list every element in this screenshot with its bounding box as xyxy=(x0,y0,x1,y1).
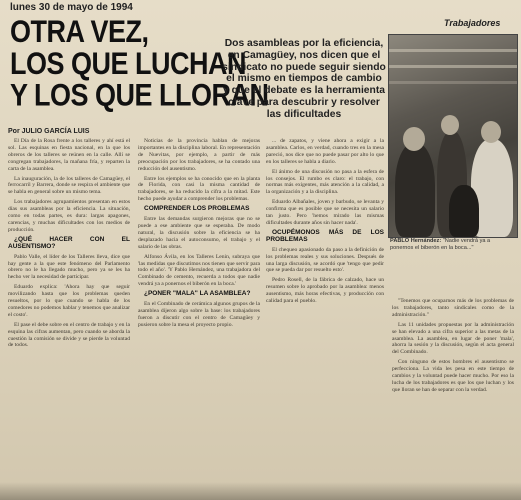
headline-line-2: LOS QUE LUCHAN xyxy=(10,45,246,81)
subheading: COMPRENDER LOS PROBLEMAS xyxy=(144,205,250,213)
section-label: Trabajadores xyxy=(444,18,501,28)
photo-face xyxy=(403,127,425,151)
photo-rail xyxy=(389,65,517,68)
caption-name: PABLO Hernández: xyxy=(390,238,442,244)
paragraph: El Día de la Rosa frente a los talleres y ahí está el sol. Las esquinas en fiesta nacional, en la que los obreros de los talleres se reúnen en la calle. Allí se congregan trabajadores, la mañana fría, y reparten la carta de la asamblea. xyxy=(8,138,130,172)
photo-rail xyxy=(389,49,517,52)
headline xyxy=(10,13,269,113)
paragraph: El chequeo apasionado da paso a la definición de los problemas reales y sus soluciones. Después de una larga discusión, se acordó que 'tengo que pedir que se pueda dar por resuelto esto'. xyxy=(266,246,384,274)
paragraph: "Tenemos que ocuparnos más de los problemas de los trabajadores, tanto sindicales como de la administración." xyxy=(392,298,514,318)
paragraph: Pablo Valle, el líder de los Talleres lleva, dice que hay gente a la que este fenómeno del Parlamento obrero no le ha llegado mucho, pero ya se les ha hecho ver la necesidad de participar. xyxy=(8,253,130,281)
paragraph: Eduardo Albañales, joven y barbudo, se levanta y confirma que es posible que se necesita un salario tan justo. Pero 'hemos mirado las mismas dificultades durante años sin hacer nada'. xyxy=(266,199,384,226)
paragraph: Entre las demandas surgieron mejoras que no se puede a ese ambiente que se esperaba. De modo natural, la discusión sobre la eficiencia se ha desplazado hacia el autoconsumo, el trabajo y el salario de las obras. xyxy=(138,216,260,250)
column-3 xyxy=(266,138,384,493)
subheading: ¿PONER "MALA" LA ASAMBLEA? xyxy=(144,290,251,298)
subheading: ¿QUÉ HACER CON EL AUSENTISMO? xyxy=(8,235,130,250)
subheading: OCUPÉMONOS MÁS DE LOS PROBLEMAS xyxy=(266,228,384,243)
paragraph: Con ninguno de estos hombres el ausentismo se perfecciona. La vida les pesa en este tiempo de cambios y la voluntad puede hacer mucho. Por eso la lucha de los trabajadores es que los que luchan y los que lloran se han de separar con la verdad. xyxy=(392,359,514,393)
paragraph: El pase el debe sobre en el centro de trabajo y en la esquina las cifras aumentan, pero cuando se aborda la cuestión la comisión se divide y se pierde la voluntad de todos. xyxy=(8,321,130,349)
column-4 xyxy=(392,298,514,493)
headline-line-1: OTRA VEZ, xyxy=(10,13,149,50)
headline-line-3: Y LOS QUE LLORAN xyxy=(10,77,269,113)
paragraph: Los trabajadores agrupamientos presentan en estos días sus asambleas por la eficiencia. La situación, como en todas partes, es dura: largas apagones, carencias, y muchas dificultades con los medios de producción. xyxy=(8,199,130,233)
paragraph: Eduardo explica: 'Ahora hay que seguir movilizando hasta que los problemas queden resueltos, por lo que cuando se habla de los comedores no podemos hablar y tenemos que analizar el costo'. xyxy=(8,284,130,318)
dateline: lunes 30 de mayo de 1994 xyxy=(10,2,133,13)
paragraph: En el Combinado de cerámica algunos grupos de la asamblea dijeron algo sobre la base: los trabajadores fueron a discutir con el centro de Camagüey y pusieron sobre la mesa el proyecto propio. xyxy=(138,301,260,328)
deck-summary: Dos asambleas por la eficiencia, en Camagüey, nos dicen que el sindicato no puede seguir siendo el mismo en tiempos de cambio y que el debate es la herramienta clave para descubrir y resolver las dificultades xyxy=(222,38,386,120)
photo-caption xyxy=(390,238,514,252)
paragraph: La inauguración, la de los talleres de Camagüey, el ferrocarril y Barrera, donde se respira el ambiente que se habla en general sobre un mismo tema. xyxy=(8,175,130,196)
news-photo xyxy=(388,34,518,238)
caption-text: "Nadie vendrá ya a ponernos el biberón en la boca..." xyxy=(390,238,491,251)
paragraph: ... de zapatos, y viene ahora a exigir a la asamblea. Carlos, en verdad, cuando tres en la mesa pareció, nos dice que no puede pasar por alto lo que en los talleres se habla a diario. xyxy=(266,138,384,165)
paragraph: Las 11 unidades propuestas por la administración se han elevado a una cifra superior a las metas de la asamblea. La asamblea, en lugar de poner 'mala', ahorra la sesión y la discusión, según el acta general del Combinado. xyxy=(392,321,514,356)
paragraph: Noticias de la provincia hablan de mejoras importantes en la disciplina laboral. En representación de Nuevitas, por ejemplo, a partir de más preocupación por los trabajadores, se ha contado una reducción del ausentismo. xyxy=(138,138,260,172)
photo-face xyxy=(481,121,501,143)
column-2 xyxy=(138,138,260,493)
photo-figure xyxy=(395,143,435,237)
paragraph: Entre los ejemplos se ha conocido que en la planta de Florida, con casi la misma cantidad de trabajadores, se ha reducido la cifra a la mitad. Este hecho puede ayudar a comprender los problemas. xyxy=(138,175,260,203)
paragraph: Pedro Rosell, de la fábrica de calzado, hace un resumen sobre lo aprobado por la asamblea: menos ausentismo, más horas efectivas, y producción con calidad para el pueblo. xyxy=(266,277,384,305)
column-1 xyxy=(8,138,130,493)
photo-face xyxy=(441,115,459,135)
byline: Por JULIO GARCÍA LUIS xyxy=(8,128,90,135)
photo-figure xyxy=(449,185,479,237)
bottom-shadow xyxy=(0,482,521,500)
photo-rail xyxy=(389,81,517,84)
paragraph: El ánimo de una discusión no pasa a la esfera de los consejos. El rumbo es claro: el trabajo, con normas más exigentes, más atención a la calidad, a la organización y a la disciplina. xyxy=(266,168,384,196)
paragraph: Alfonso Ávila, en los Talleres Lenin, subraya que 'las medidas que discutimos nos tienen que servir para todo el año'. 'Y Pablo Hernández, una trabajadora del Combinado de cemento, recuerda a todos que nadie vendrá ya a ponernos el biberón en la boca.' xyxy=(138,253,260,288)
